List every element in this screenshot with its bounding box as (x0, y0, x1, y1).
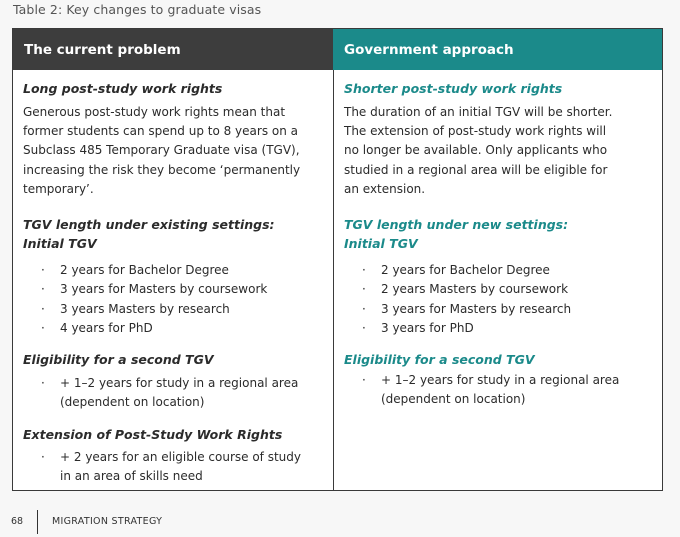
paragraph-line: increasing the risk they become ‘permanently (23, 162, 301, 177)
bullet-list (334, 261, 571, 339)
paragraph-line: studied in a regional area will be eligible for (344, 162, 608, 177)
paragraph-line: an extension. (344, 181, 426, 196)
section-heading: Eligibility for a second TGV (23, 352, 214, 367)
column-header-current-problem: The current problem (13, 29, 333, 70)
section-heading: Long post-study work rights (23, 81, 223, 96)
list-item: · 3 years Masters by research (41, 301, 230, 316)
list-item: · 2 years for Bachelor Degree (41, 263, 229, 277)
paragraph-line: Generous post-study work rights mean that (23, 105, 286, 119)
list-item: · 2 years Masters by coursework (362, 282, 569, 297)
paragraph-line: Subclass 485 Temporary Graduate visa (TGV), (23, 143, 300, 158)
section-heading: TGV length under new settings: (344, 217, 569, 232)
paragraph-line: former students can spend up to 8 years on a (23, 124, 299, 139)
list-item: · + 2 years for an eligible course of study in an area of skills need (41, 450, 301, 484)
paragraph-line: The duration of an initial TGV will be shorter. (344, 105, 613, 119)
section-heading: Shorter post-study work rights (344, 81, 563, 96)
section-subheading: Initial TGV (344, 236, 418, 251)
section-heading: Extension of Post-Study Work Rights (23, 427, 283, 442)
paragraph-line: no longer be available. Only applicants who (344, 143, 608, 158)
paragraph-line: temporary’. (23, 181, 94, 196)
bullet-list (334, 371, 619, 410)
section-heading: TGV length under existing settings: (23, 217, 275, 232)
document-title: MIGRATION STRATEGY (52, 516, 163, 527)
list-item: · 3 years for Masters by coursework (41, 282, 268, 297)
section-heading: Eligibility for a second TGV (344, 352, 535, 367)
list-item: · 3 years for Masters by research (362, 301, 572, 316)
footer-divider (37, 510, 38, 534)
list-item: · 2 years for Bachelor Degree (362, 263, 550, 277)
list-item: · 3 years for PhD (362, 321, 474, 336)
list-item: · + 1–2 years for study in a regional area (dependent on location) (41, 376, 299, 410)
graduate-visa-table (12, 28, 663, 491)
list-item: · 4 years for PhD (41, 321, 153, 336)
paragraph (344, 103, 612, 199)
paragraph-line: The extension of post-study work rights will (344, 124, 607, 139)
bullet-list (13, 261, 267, 339)
bullet-list (13, 448, 301, 487)
table-caption: Table 2: Key changes to graduate visas (13, 2, 262, 17)
paragraph (23, 103, 300, 199)
section-subheading: Initial TGV (23, 236, 97, 251)
page-number: 68 (11, 516, 24, 527)
list-item: · + 1–2 years for study in a regional area (dependent on location) (362, 373, 620, 407)
column-header-government-approach: Government approach (333, 29, 662, 70)
bullet-list (13, 374, 298, 413)
